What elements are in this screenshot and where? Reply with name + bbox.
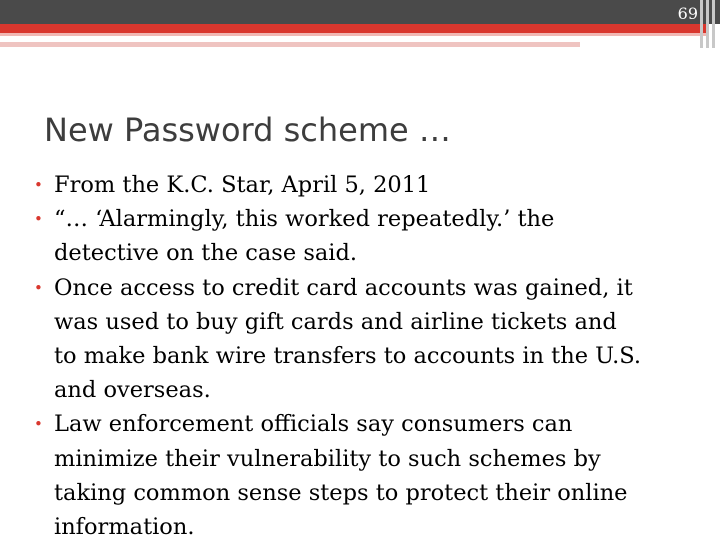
header-accent-stripe <box>0 24 706 33</box>
bullet-line: Once access to credit card accounts was gained, it <box>54 274 633 301</box>
bullet-line: From the K.C. Star, April 5, 2011 <box>54 172 431 198</box>
slide-number: 69 <box>677 4 698 23</box>
bullet-line: minimize their vulnerability to such schemes by <box>54 445 601 472</box>
bullet-line: to make bank wire transfers to accounts in the U.S. <box>54 343 641 370</box>
bullet-line: taking common sense steps to protect their online <box>54 479 628 506</box>
bullet-marker-icon: • <box>34 176 43 194</box>
bullet-line: detective on the case said. <box>54 240 358 267</box>
bullet-marker-icon: • <box>34 210 43 229</box>
slide-title: New Password scheme … <box>44 111 451 149</box>
bullet-item <box>0 202 700 270</box>
bullet-line: Law enforcement officials say consumers can <box>54 411 573 438</box>
bullet-list <box>0 168 700 544</box>
bullet-marker-icon: • <box>34 415 43 434</box>
bullet-item <box>0 168 700 202</box>
bullet-line: was used to buy gift cards and airline tickets and <box>54 308 617 335</box>
bullet-marker-icon: • <box>34 278 43 297</box>
bullet-line: information. <box>54 514 195 541</box>
bullet-line: “… ‘Alarmingly, this worked repeatedly.’ the <box>54 206 555 233</box>
bullet-item <box>0 271 700 408</box>
header-thin-stripe <box>0 42 580 47</box>
header-bar <box>0 0 720 24</box>
bullet-item <box>0 407 700 544</box>
header-side-bars <box>698 0 720 48</box>
bullet-line: and overseas. <box>54 377 211 404</box>
header-accent-fade <box>0 33 706 36</box>
